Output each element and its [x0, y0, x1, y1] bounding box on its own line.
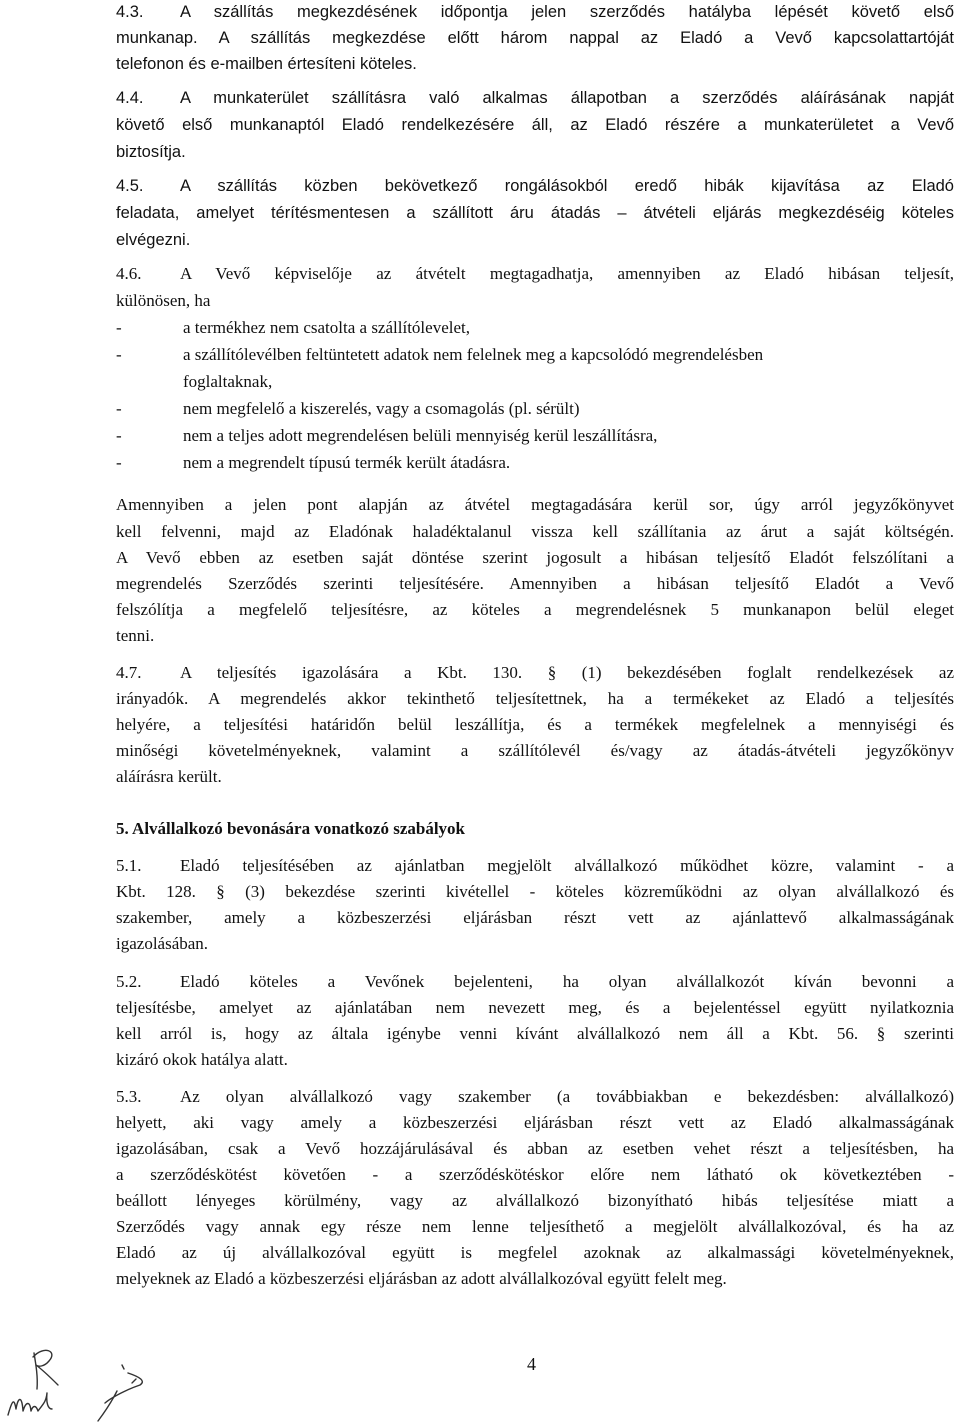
section-heading: 5. Alvállalkozó bevonására vonatkozó szabályok	[116, 819, 466, 838]
text-line: irányadók. A megrendelés akkor tekinthető teljesítettnek, ha a termékeket az Eladó a teljesítés	[116, 689, 954, 708]
text-line: A Vevő ebben az esetben saját döntése szerint jogosult a hibásan teljesítő Eladót felszólítani a	[116, 548, 954, 567]
text-line: Az olyan alvállalkozó vagy szakember (a továbbiakban e bekezdésben: alvállalkozó)	[180, 1087, 954, 1106]
text-line: helyett, aki vagy amely a közbeszerzési eljárásban részt vett az Eladó alkalmasságának	[116, 1113, 954, 1132]
section-number: 5.2.	[116, 972, 142, 991]
page-number: 4	[527, 1354, 536, 1374]
text-line: elvégezni.	[116, 231, 191, 249]
list-dash: -	[116, 426, 122, 445]
text-line: igazolásában, csak a Vevő hozzájárulásával és abban az esetben vehet részt a teljesítésben, ha	[116, 1139, 954, 1158]
text-line: A szállítás közben bekövetkező rongálásokból eredő hibák kijavítása az Eladó	[180, 177, 954, 195]
list-item: a szállítólevélben feltüntetett adatok nem felelnek meg a kapcsolódó megrendelésben	[183, 345, 764, 364]
section-number: 4.4.	[116, 89, 144, 107]
text-line: aláírásra került.	[116, 767, 222, 786]
text-line: A szállítás megkezdésének időpontja jelen szerződés hatályba lépését követő első	[180, 3, 954, 21]
text-line: megrendelés Szerződés szerinti teljesítésére. Amennyiben a hibásan teljesítő Eladót a Vevő	[116, 574, 954, 593]
text-line: a szerződéskötést követően - a szerződéskötéskor előre nem látható ok következtében -	[116, 1165, 954, 1184]
text-line: Kbt. 128. § (3) bekezdése szerinti kivétellel - köteles közreműködni az olyan alvállalkozó és	[116, 882, 954, 901]
section-number: 4.5.	[116, 177, 144, 195]
text-line: teljesítésbe, amelyet az ajánlatában nem nevezett meg, és a bejelentéssel együtt nyilatkoznia	[116, 998, 954, 1017]
list-dash: -	[116, 345, 122, 364]
text-line: követő első munkanaptól Eladó rendelkezésére áll, az Eladó részére a munkaterületet a Vevő	[116, 116, 954, 134]
text-line: biztosítja.	[116, 143, 186, 161]
section-number: 4.6.	[116, 264, 142, 283]
section-number: 4.7.	[116, 663, 142, 682]
section-number: 5.3.	[116, 1087, 142, 1106]
text-line: kell arról is, hogy az általa igénybe venni kívánt alvállalkozó nem áll a Kbt. 56. § szerinti	[116, 1024, 954, 1043]
text-line: igazolásában.	[116, 934, 209, 953]
text-line: A teljesítés igazolására a Kbt. 130. § (1) bekezdésében foglalt rendelkezések az	[180, 663, 954, 682]
list-item: nem a teljes adott megrendelésen belüli mennyiség kerül leszállításra,	[183, 426, 658, 445]
text-line: beállott lényeges körülmény, vagy az alvállalkozó bizonyítható hibás teljesítése miatt a	[116, 1191, 954, 1210]
section-number: 4.3.	[116, 3, 144, 21]
text-line: Eladó teljesítésében az ajánlatban megjelölt alvállalkozó működhet közre, valamint - a	[180, 856, 954, 875]
text-line: munkanap. A szállítás megkezdése előtt három nappal az Eladó a Vevő kapcsolattartóját	[116, 29, 954, 47]
text-line: telefonon és e-mailben értesíteni köteles.	[116, 55, 417, 73]
section-number: 5.1.	[116, 856, 142, 875]
text-line: A munkaterület szállításra való alkalmas állapotban a szerződés aláírásának napját	[180, 89, 954, 107]
text-line: tenni.	[116, 626, 155, 645]
text-line: szakember, amely a közbeszerzési eljárásban részt vett az ajánlattevő alkalmasságának	[116, 908, 954, 927]
text-line: minőségi követelményeknek, valamint a szállítólevél és/vagy az átadás-átvételi jegyzőkönyv	[116, 741, 954, 760]
text-line: A Vevő képviselője az átvételt megtagadhatja, amennyiben az Eladó hibásan teljesít,	[180, 264, 954, 283]
list-dash: -	[116, 453, 122, 472]
list-item: nem a megrendelt típusú termék került átadásra.	[183, 453, 511, 472]
handwritten-initials	[0, 1305, 180, 1424]
text-line: melyeknek az Eladó a közbeszerzési eljárásban az adott alvállalkozóval együtt felelt meg.	[116, 1269, 727, 1288]
text-line: kizáró okok hatálya alatt.	[116, 1050, 288, 1069]
list-item: nem megfelelő a kiszerelés, vagy a csomagolás (pl. sérült)	[183, 399, 580, 418]
text-line: kell felvenni, majd az Eladónak haladéktalanul vissza kell szállítania az árut a saját költségén.	[116, 522, 954, 541]
list-item: a termékhez nem csatolta a szállítólevelet,	[183, 318, 470, 337]
list-dash: -	[116, 399, 122, 418]
text-line: Amennyiben a jelen pont alapján az átvétel megtagadására kerül sor, úgy arról jegyzőkönyvet	[116, 495, 954, 514]
text-line: felszólítja a megfelelő teljesítésre, az köteles a megrendelésnek 5 munkanapon belül eleget	[116, 600, 954, 619]
text-line: különösen, ha	[116, 291, 211, 310]
text-line: Eladó az új alvállalkozóval együtt is megfelel azoknak az alkalmassági követelményeknek,	[116, 1243, 954, 1262]
text-line: Szerződés vagy annak egy része nem lenne teljesíthető a megjelölt alvállalkozóval, és ha az	[116, 1217, 954, 1236]
text-line: Eladó köteles a Vevőnek bejelenteni, ha olyan alvállalkozót kíván bevonni a	[180, 972, 954, 991]
list-item-continuation: foglaltaknak,	[183, 372, 273, 391]
text-line: feladata, amelyet térítésmentesen a szállított áru átadás – átvételi eljárás megkezdéséig köteles	[116, 204, 954, 222]
text-line: helyére, a teljesítési határidőn belül leszállítja, és a termékek megfelelnek a mennyiségi és	[116, 715, 954, 734]
list-dash: -	[116, 318, 122, 337]
